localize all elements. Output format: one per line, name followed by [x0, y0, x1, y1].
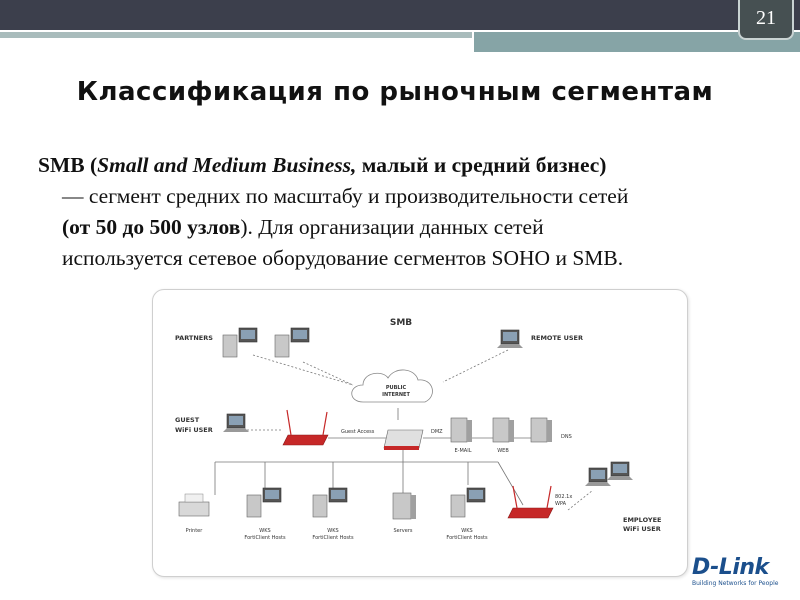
body-line-4: используется сетевое оборудование сегментов SOHO и SMB.	[62, 246, 624, 270]
logo-name: D-Link	[692, 555, 769, 580]
employee-laptop-1	[585, 468, 611, 486]
body-line-3	[38, 212, 778, 243]
slide-body	[38, 150, 778, 274]
employee-label-1: EMPLOYEE	[623, 516, 662, 524]
wpa-label-2: WPA	[555, 501, 567, 507]
dlink-logo	[692, 556, 792, 588]
guest-label-1: GUEST	[175, 416, 200, 424]
partner-pc-2	[275, 328, 309, 357]
employee-label-2: WiFi USER	[623, 525, 661, 533]
email-server	[451, 418, 472, 442]
network-diagram-svg	[153, 290, 687, 576]
wks-label-2: WKS	[327, 528, 339, 534]
accent-stripe-left	[0, 32, 472, 38]
guest-access-point	[283, 410, 328, 445]
body-line-1	[38, 150, 778, 181]
smb-full-name: Small and Medium Business,	[97, 153, 357, 177]
body-line-3-rest: ). Для организации данных сетей	[240, 215, 544, 239]
printer-label: Printer	[185, 528, 203, 534]
web-server	[493, 418, 514, 442]
guest-label-2: WiFi USER	[175, 426, 213, 434]
logo-tagline: Building Networks for People	[692, 580, 779, 587]
top-bar	[0, 0, 800, 30]
internet-cloud	[352, 370, 433, 402]
wks-pc-3	[451, 488, 485, 517]
web-label: WEB	[497, 448, 509, 454]
core-firewall	[384, 430, 423, 450]
paren: (	[84, 153, 98, 177]
diagram-title: SMB	[389, 318, 413, 328]
wks-label-3: WKS	[461, 528, 473, 534]
internet-label-2: INTERNET	[382, 392, 410, 398]
smb-russian-name: малый и средний бизнес	[356, 153, 600, 177]
wks-pc-2	[313, 488, 347, 517]
smb-network-diagram	[152, 289, 688, 577]
forticlient-label-2: FortiClient Hosts	[312, 535, 354, 541]
remote-user-laptop	[497, 330, 523, 348]
guest-access-label: Guest Access	[341, 429, 375, 435]
remote-user-label: REMOTE USER	[531, 334, 583, 342]
internet-label-1: PUBLIC	[385, 385, 407, 391]
body-line-2: — сегмент средних по масштабу и производительности сетей	[62, 184, 629, 208]
employee-laptop-2	[607, 462, 633, 480]
wks-pc-1	[247, 488, 281, 517]
partners-label: PARTNERS	[175, 334, 213, 342]
slide-title: Классификация по рыночным сегментам	[76, 77, 714, 107]
forticlient-label-1: FortiClient Hosts	[244, 535, 286, 541]
guest-laptop	[223, 414, 249, 432]
partner-pc-1	[223, 328, 257, 357]
paren: (	[62, 215, 70, 239]
wks-label-1: WKS	[259, 528, 271, 534]
paren: )	[599, 153, 607, 177]
servers-icon	[393, 493, 416, 519]
forticlient-label-3: FortiClient Hosts	[446, 535, 488, 541]
servers-label: Servers	[393, 528, 413, 534]
wpa-label-1: 802.1x	[555, 494, 573, 500]
dmz-label: DMZ	[431, 429, 443, 435]
node-count: от 50 до 500 узлов	[69, 215, 241, 239]
printer-icon	[179, 494, 209, 516]
dns-label: DNS	[561, 434, 572, 440]
email-label: E-MAIL	[454, 448, 472, 454]
smb-term: SMB	[38, 153, 85, 177]
slide-number: 21	[738, 0, 794, 40]
dns-server	[531, 418, 552, 442]
